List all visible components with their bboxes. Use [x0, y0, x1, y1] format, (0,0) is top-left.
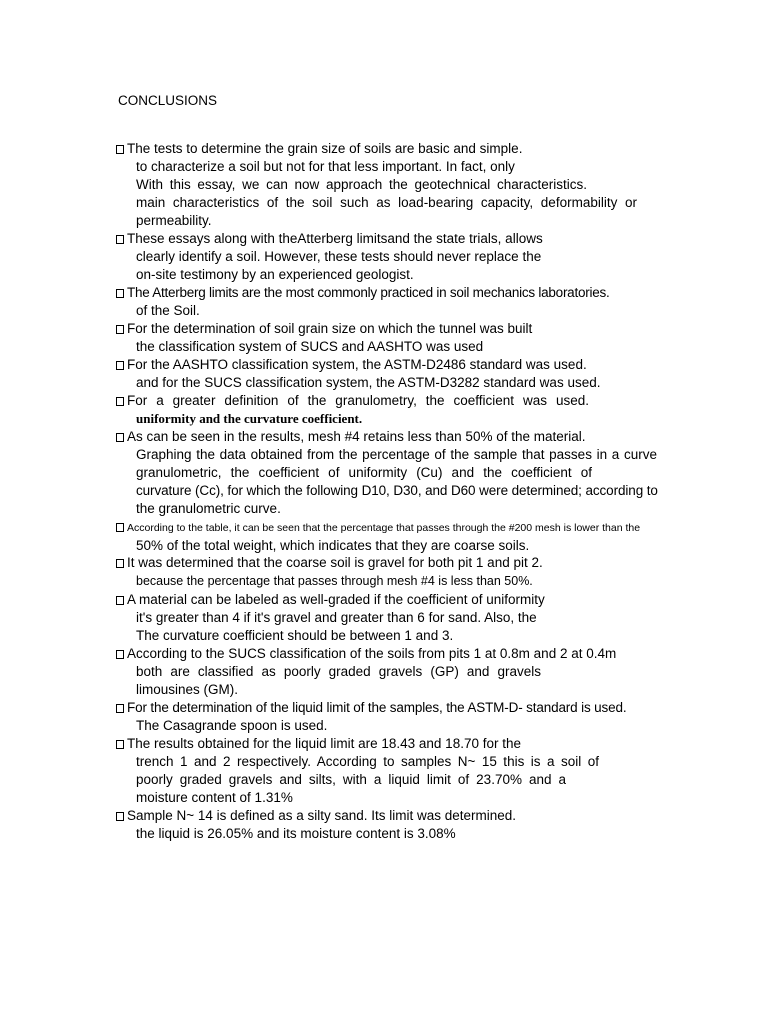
page-title: CONCLUSIONS	[118, 93, 218, 108]
continuation-line: With this essay, we can now approach the geotechnical characteristics.	[136, 177, 587, 192]
bullet-line	[116, 285, 609, 301]
line-text: As can be seen in the results, mesh #4 retains less than 50% of the material.	[127, 429, 586, 444]
bullet-icon	[116, 433, 124, 442]
continuation-line: the granulometric curve.	[136, 501, 281, 516]
bullet-line	[116, 736, 521, 752]
bullet-line	[116, 646, 616, 662]
continuation-line: granulometric, the coefficient of uniformity (Cu) and the coefficient of	[136, 465, 592, 480]
bullet-line	[116, 520, 640, 536]
bullet-line	[116, 808, 516, 824]
line-text: The tests to determine the grain size of soils are basic and simple.	[127, 141, 523, 156]
continuation-line: The curvature coefficient should be between 1 and 3.	[136, 628, 454, 643]
bullet-icon	[116, 740, 124, 749]
continuation-line: of the Soil.	[136, 303, 200, 318]
continuation-line: and for the SUCS classification system, the ASTM-D3282 standard was used.	[136, 375, 601, 390]
bullet-icon	[116, 325, 124, 334]
bullet-icon	[116, 145, 124, 154]
line-text: A material can be labeled as well-graded if the coefficient of uniformity	[127, 592, 545, 607]
continuation-line: moisture content of 1.31%	[136, 790, 293, 805]
bullet-line	[116, 592, 545, 608]
line-text: For the AASHTO classification system, the ASTM-D2486 standard was used.	[127, 357, 587, 372]
continuation-line: 50% of the total weight, which indicates that they are coarse soils.	[136, 538, 530, 553]
bullet-icon	[116, 397, 124, 406]
line-text: For the determination of the liquid limit of the samples, the ASTM-D- standard is used.	[127, 700, 627, 715]
bullet-icon	[116, 361, 124, 370]
continuation-line: main characteristics of the soil such as load-bearing capacity, deformability or	[136, 195, 637, 210]
bullet-icon	[116, 650, 124, 659]
bullet-icon	[116, 559, 124, 568]
bullet-icon	[116, 596, 124, 605]
line-text: For a greater definition of the granulometry, the coefficient was used.	[127, 393, 589, 408]
line-text: It was determined that the coarse soil is gravel for both pit 1 and pit 2.	[127, 555, 543, 570]
line-text: For the determination of soil grain size on which the tunnel was built	[127, 321, 533, 336]
continuation-line: because the percentage that passes through mesh #4 is less than 50%.	[136, 574, 533, 588]
bullet-icon	[116, 523, 124, 532]
bullet-line	[116, 700, 626, 716]
continuation-line: permeability.	[136, 213, 212, 228]
continuation-line: on-site testimony by an experienced geologist.	[136, 267, 414, 282]
continuation-line: the classification system of SUCS and AASHTO was used	[136, 339, 484, 354]
continuation-line: uniformity and the curvature coefficient.	[136, 411, 363, 426]
bullet-line	[116, 231, 543, 247]
continuation-line: the liquid is 26.05% and its moisture content is 3.08%	[136, 826, 456, 841]
bullet-line	[116, 321, 532, 337]
continuation-line: it's greater than 4 if it's gravel and greater than 6 for sand. Also, the	[136, 610, 537, 625]
line-text: Sample N~ 14 is defined as a silty sand. Its limit was determined.	[127, 808, 517, 823]
bullet-icon	[116, 704, 124, 713]
continuation-line: curvature (Cc), for which the following D10, D30, and D60 were determined; according to	[136, 483, 658, 498]
line-text: According to the SUCS classification of the soils from pits 1 at 0.8m and 2 at 0.4m	[127, 646, 617, 661]
continuation-line: trench 1 and 2 respectively. According to samples N~ 15 this is a soil of	[136, 754, 599, 769]
line-text: The Atterberg limits are the most commonly practiced in soil mechanics laboratories.	[127, 285, 610, 300]
continuation-line: Graphing the data obtained from the percentage of the sample that passes in a curve	[136, 447, 657, 462]
bullet-icon	[116, 235, 124, 244]
bullet-line	[116, 141, 522, 157]
line-text: According to the table, it can be seen that the percentage that passes through the #200 mesh is lower than the	[127, 522, 641, 534]
continuation-line: poorly graded gravels and silts, with a liquid limit of 23.70% and a	[136, 772, 566, 787]
line-text: These essays along with theAtterberg limitsand the state trials, allows	[127, 231, 543, 246]
continuation-line: limousines (GM).	[136, 682, 239, 697]
bullet-line	[116, 429, 586, 445]
bullet-line	[116, 555, 543, 571]
bullet-line	[116, 393, 589, 409]
continuation-line: clearly identify a soil. However, these tests should never replace the	[136, 249, 542, 264]
line-text: The results obtained for the liquid limit are 18.43 and 18.70 for the	[127, 736, 521, 751]
bullet-icon	[116, 289, 124, 298]
continuation-line: both are classified as poorly graded gravels (GP) and gravels	[136, 664, 541, 679]
bullet-line	[116, 357, 587, 373]
continuation-line: The Casagrande spoon is used.	[136, 718, 328, 733]
bullet-icon	[116, 812, 124, 821]
continuation-line: to characterize a soil but not for that less important. In fact, only	[136, 159, 515, 174]
